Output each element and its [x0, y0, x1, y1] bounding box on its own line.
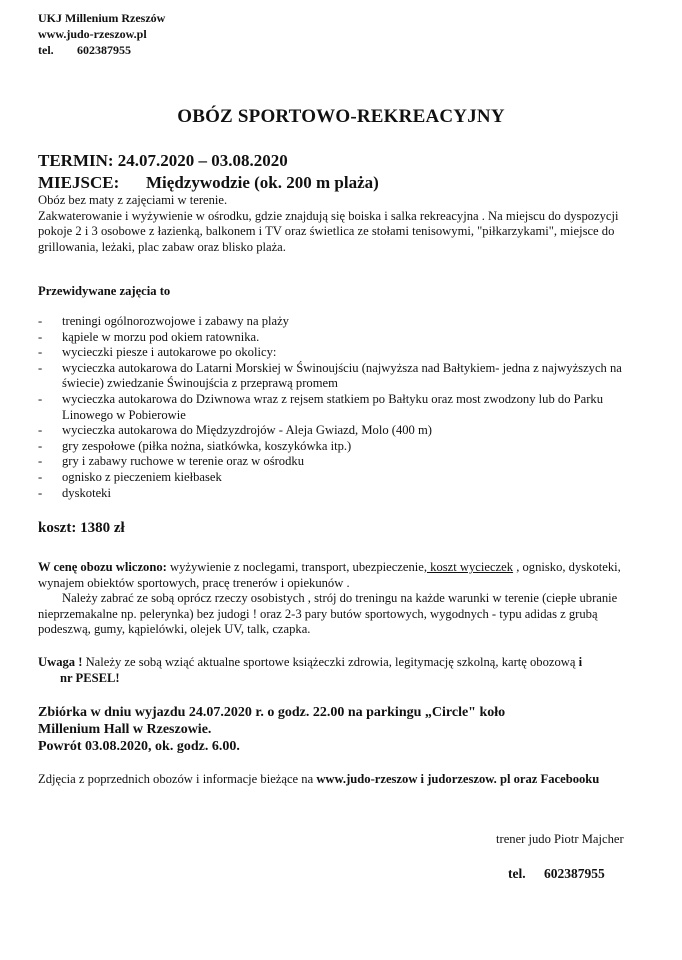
list-item: [0, 345, 642, 361]
list-item: [0, 486, 642, 502]
bring-text: Należy zabrać ze sobą oprócz rzeczy osobistych , strój do treningu na każde warunki w terenie (ciepłe ubranie nieprzemakalne np. pelerynka) bez judogi ! oraz 2-3 pary butów sportowych, wygodnych - typu adidas z grubą podeszwą, gumy, kąpielówki, olejek UV, talk, czapka.: [38, 591, 618, 637]
meeting-info: [38, 704, 638, 755]
list-item-text: wycieczki piesze i autokarowe po okolicy:: [62, 345, 277, 360]
list-item: [0, 330, 642, 346]
included-text-underlined: koszt wycieczek: [427, 560, 514, 574]
intro-paragraph: [38, 193, 638, 255]
document-title: OBÓZ SPORTOWO-REKREACYJNY: [177, 106, 505, 127]
list-dash: -: [38, 314, 43, 328]
list-item-text: gry i zabawy ruchowe w terenie oraz w ośrodku: [62, 454, 304, 469]
list-dash: -: [38, 391, 43, 406]
list-item: [0, 361, 642, 392]
uwaga-label: Uwaga !: [38, 655, 83, 669]
list-item-text: ognisko z pieczeniem kiełbasek: [62, 469, 222, 484]
phone-label: tel.: [38, 43, 54, 57]
cost-line: koszt: 1380 zł: [38, 520, 125, 536]
list-dash: -: [38, 345, 43, 360]
list-dash: -: [38, 360, 43, 375]
list-dash: -: [38, 423, 43, 438]
meeting-line-1: Zbiórka w dniu wyjazdu 24.07.2020 r. o godz. 22.00 na parkingu „Circle" koło: [38, 705, 506, 720]
trainer-signature: trener judo Piotr Majcher: [496, 832, 624, 846]
activities-heading: Przewidywane zajęcia to: [38, 284, 171, 298]
list-item-text: kąpiele w morzu pod okiem ratownika.: [62, 329, 260, 344]
miejsce-label: MIEJSCE:: [38, 173, 120, 192]
included-paragraph: [38, 560, 638, 591]
club-website: www.judo-rzeszow.pl: [38, 27, 147, 41]
miejsce-line: [38, 173, 379, 193]
list-item-text: wycieczka autokarowa do Międzyzdrojów - Aleja Gwiazd, Molo (400 m): [62, 423, 432, 438]
signature-phone: [508, 866, 605, 882]
list-item-text: wycieczka autokarowa do Latarni Morskiej w Świnoujściu (najwyższa nad Bałtykiem- jedna z najwyższych na świecie) zwiedzanie Świnoujścia z przeprawą promem: [62, 360, 622, 391]
bring-paragraph: [38, 591, 638, 638]
phone-number: 602387955: [77, 43, 131, 57]
list-item-text: wycieczka autokarowa do Dziwnowa wraz z rejsem statkiem po Bałtyku oraz most zwodzony lub do Parku Linowego w Pobierowie: [62, 391, 604, 422]
included-label: W cenę obozu wliczono:: [38, 560, 167, 574]
club-header: [38, 10, 165, 58]
uwaga-bold-i: i: [578, 655, 583, 669]
activities-list: [0, 314, 682, 501]
list-item: [0, 470, 642, 486]
list-dash: -: [38, 454, 43, 469]
list-item-text: gry zespołowe (piłka nożna, siatkówka, koszykówka itp.): [62, 438, 352, 453]
accommodation-text: Zakwaterowanie i wyżywienie w ośrodku, gdzie znajdują się boiska i salka rekreacyjna . Na miejscu do dyspozycji pokoje 2 i 3 osobowe z łazienką, balkonem i TV oraz świetlica ze stołami tenisowymi, "piłkarzykami", miejsce do grillowania, leżaki, plac zabaw oraz blisko plaża.: [38, 208, 619, 254]
miejsce-value: Międzywodzie (ok. 200 m plaża): [146, 173, 379, 192]
list-dash: -: [38, 438, 43, 453]
signature-phone-label: tel.: [508, 866, 526, 881]
list-item: [0, 423, 642, 439]
photos-paragraph: [38, 772, 638, 788]
list-dash: -: [38, 485, 43, 500]
list-item: [0, 314, 642, 330]
photos-sites: www.judo-rzeszow i judorzeszow. pl oraz Facebooku: [316, 772, 600, 786]
uwaga-line2: nr PESEL!: [60, 670, 120, 685]
list-item-text: dyskoteki: [62, 485, 111, 500]
list-item: [0, 439, 642, 455]
list-item-text: treningi ogólnorozwojowe i zabawy na plaży: [62, 314, 289, 328]
club-name: UKJ Millenium Rzeszów: [38, 11, 166, 25]
termin-line: TERMIN: 24.07.2020 – 03.08.2020: [38, 151, 288, 170]
included-text-a: wyżywienie z noclegami, transport, ubezpieczenie,: [166, 560, 428, 574]
list-item: [0, 454, 642, 470]
list-dash: -: [38, 329, 43, 344]
photos-text: Zdjęcia z poprzednich obozów i informacje bieżące na: [38, 772, 317, 786]
intro-line: Obóz bez maty z zajęciami w terenie.: [38, 193, 228, 207]
signature-phone-number: 602387955: [544, 866, 605, 881]
meeting-line-2: Millenium Hall w Rzeszowie.: [38, 722, 212, 737]
club-phone: [38, 42, 165, 58]
return-line: Powrót 03.08.2020, ok. godz. 6.00.: [38, 739, 240, 754]
list-item: [0, 392, 642, 423]
included-text-b: , ognisko, dyskoteki, wynajem obiektów sportowych, pracę trenerów i opiekunów .: [38, 560, 621, 590]
uwaga-text: Należy ze sobą wziąć aktualne sportowe książeczki zdrowia, legitymację szkolną, kartę obozową: [82, 655, 579, 669]
list-dash: -: [38, 469, 43, 484]
uwaga-paragraph: [38, 655, 638, 686]
